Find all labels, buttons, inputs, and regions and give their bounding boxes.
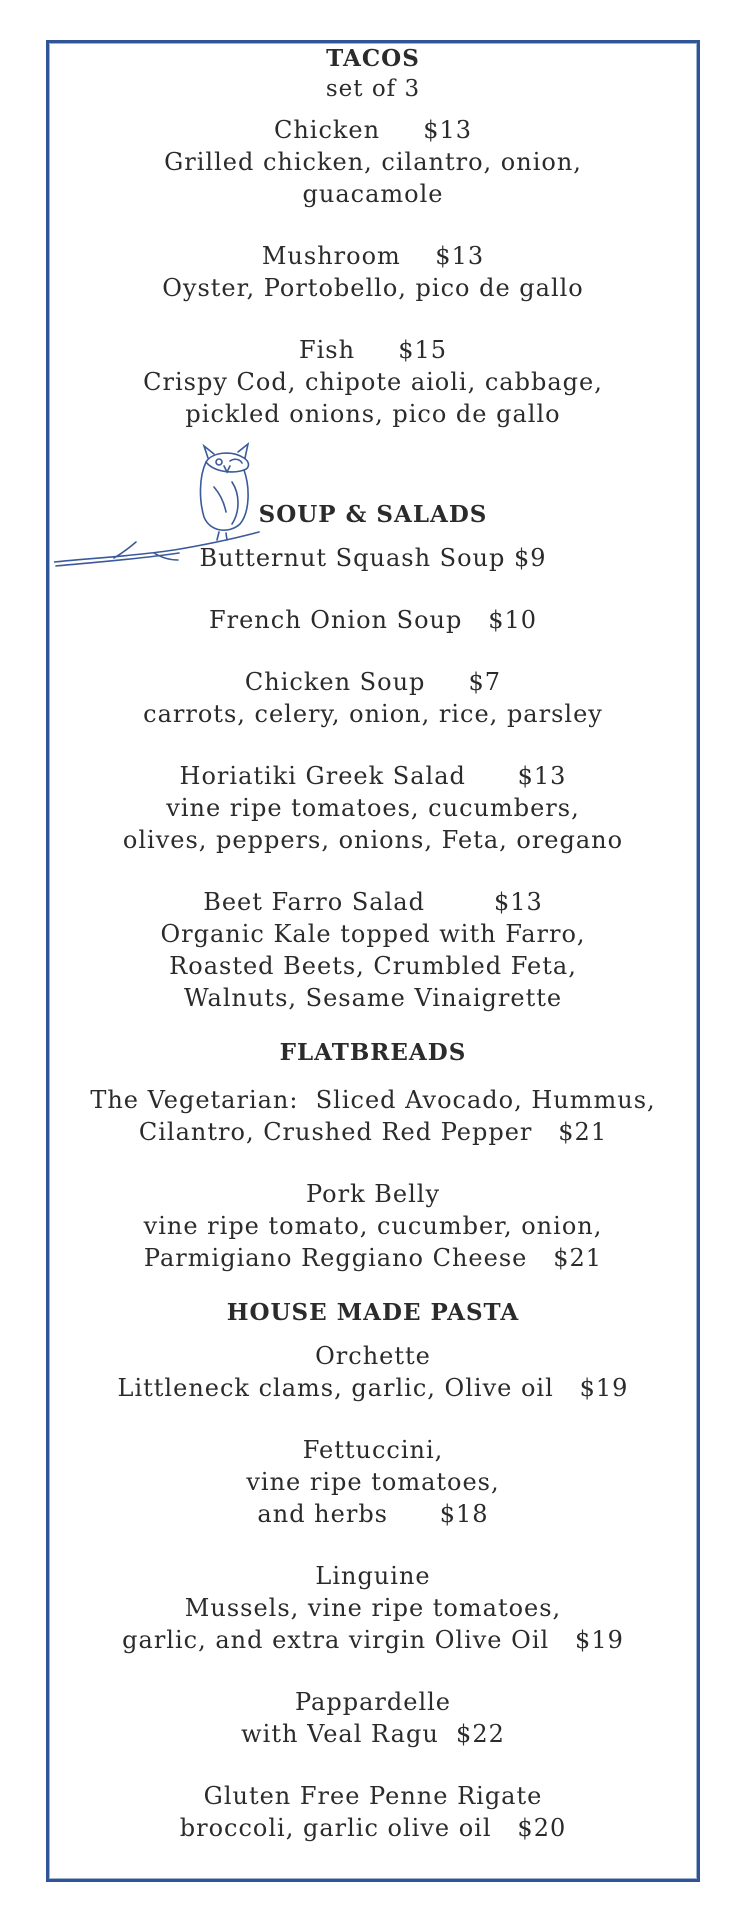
menu-item-mushroom-taco bbox=[50, 240, 696, 304]
item-line: and herbs $18 bbox=[257, 1500, 489, 1528]
item-line: Mushroom $13 bbox=[261, 242, 485, 270]
section-title: FLATBREADS bbox=[279, 1039, 467, 1066]
item-line: Organic Kale topped with Farro, bbox=[160, 920, 586, 948]
item-line: Chicken Soup $7 bbox=[244, 668, 502, 696]
item-line: garlic, and extra virgin Olive Oil $19 bbox=[122, 1626, 624, 1654]
section-house-made-pasta bbox=[50, 1298, 696, 1844]
item-line: Linguine bbox=[315, 1562, 431, 1590]
menu-item-chicken-taco bbox=[50, 114, 696, 210]
item-line: Cilantro, Crushed Red Pepper $21 bbox=[138, 1118, 608, 1146]
menu-item-pappardelle bbox=[50, 1686, 696, 1750]
menu-item-fish-taco bbox=[50, 334, 696, 430]
item-line: Pappardelle bbox=[294, 1688, 451, 1716]
item-line: Fish $15 bbox=[298, 336, 448, 364]
menu-content bbox=[50, 44, 696, 1874]
section-flatbreads bbox=[50, 1038, 696, 1274]
section-title: HOUSE MADE PASTA bbox=[226, 1299, 520, 1326]
section-title: TACOS bbox=[326, 45, 420, 72]
menu-item-french-onion-soup bbox=[50, 604, 696, 636]
item-line: pickled onions, pico de gallo bbox=[185, 400, 561, 428]
item-line: with Veal Ragu $22 bbox=[241, 1720, 505, 1748]
item-line: Orchette bbox=[315, 1342, 431, 1370]
item-line: French Onion Soup $10 bbox=[208, 606, 538, 634]
item-line: vine ripe tomatoes, cucumbers, bbox=[166, 794, 580, 822]
item-line: The Vegetarian: Sliced Avocado, Hummus, bbox=[90, 1086, 656, 1114]
menu-item-pork-belly-flatbread bbox=[50, 1178, 696, 1274]
item-line: Chicken $13 bbox=[273, 116, 473, 144]
menu-item-chicken-soup bbox=[50, 666, 696, 730]
item-line: guacamole bbox=[302, 180, 444, 208]
menu-item-linguine bbox=[50, 1560, 696, 1656]
item-line: vine ripe tomatoes, bbox=[246, 1468, 500, 1496]
item-line: Littleneck clams, garlic, Olive oil $19 bbox=[117, 1374, 629, 1402]
item-line: broccoli, garlic olive oil $20 bbox=[179, 1814, 567, 1842]
menu-item-vegetarian-flatbread bbox=[50, 1084, 696, 1148]
item-line: Walnuts, Sesame Vinaigrette bbox=[183, 984, 563, 1012]
section-soup-salads bbox=[50, 500, 696, 1014]
item-line: vine ripe tomato, cucumber, onion, bbox=[143, 1212, 603, 1240]
menu-item-gluten-free-penne bbox=[50, 1780, 696, 1844]
item-line: Oyster, Portobello, pico de gallo bbox=[162, 274, 584, 302]
item-line: Crispy Cod, chipote aioli, cabbage, bbox=[143, 368, 603, 396]
menu-item-butternut-soup bbox=[50, 542, 696, 574]
menu-item-orchette bbox=[50, 1340, 696, 1404]
section-subtitle: set of 3 bbox=[325, 76, 421, 102]
item-line: Parmigiano Reggiano Cheese $21 bbox=[143, 1244, 603, 1272]
item-line: Butternut Squash Soup $9 bbox=[199, 544, 547, 572]
item-line: carrots, celery, onion, rice, parsley bbox=[143, 700, 603, 728]
item-line: Beet Farro Salad $13 bbox=[203, 888, 543, 916]
item-line: Pork Belly bbox=[305, 1180, 441, 1208]
section-title: SOUP & SALADS bbox=[258, 501, 488, 528]
section-tacos bbox=[50, 44, 696, 430]
item-line: Grilled chicken, cilantro, onion, bbox=[164, 148, 582, 176]
menu-item-beet-farro-salad bbox=[50, 886, 696, 1014]
item-line: Mussels, vine ripe tomatoes, bbox=[184, 1594, 562, 1622]
item-line: Fettuccini, bbox=[302, 1436, 444, 1464]
item-line: Gluten Free Penne Rigate bbox=[203, 1782, 543, 1810]
item-line: olives, peppers, onions, Feta, oregano bbox=[122, 826, 624, 854]
menu-item-fettuccini bbox=[50, 1434, 696, 1530]
item-line: Roasted Beets, Crumbled Feta, bbox=[169, 952, 577, 980]
menu-item-greek-salad bbox=[50, 760, 696, 856]
item-line: Horiatiki Greek Salad $13 bbox=[179, 762, 567, 790]
